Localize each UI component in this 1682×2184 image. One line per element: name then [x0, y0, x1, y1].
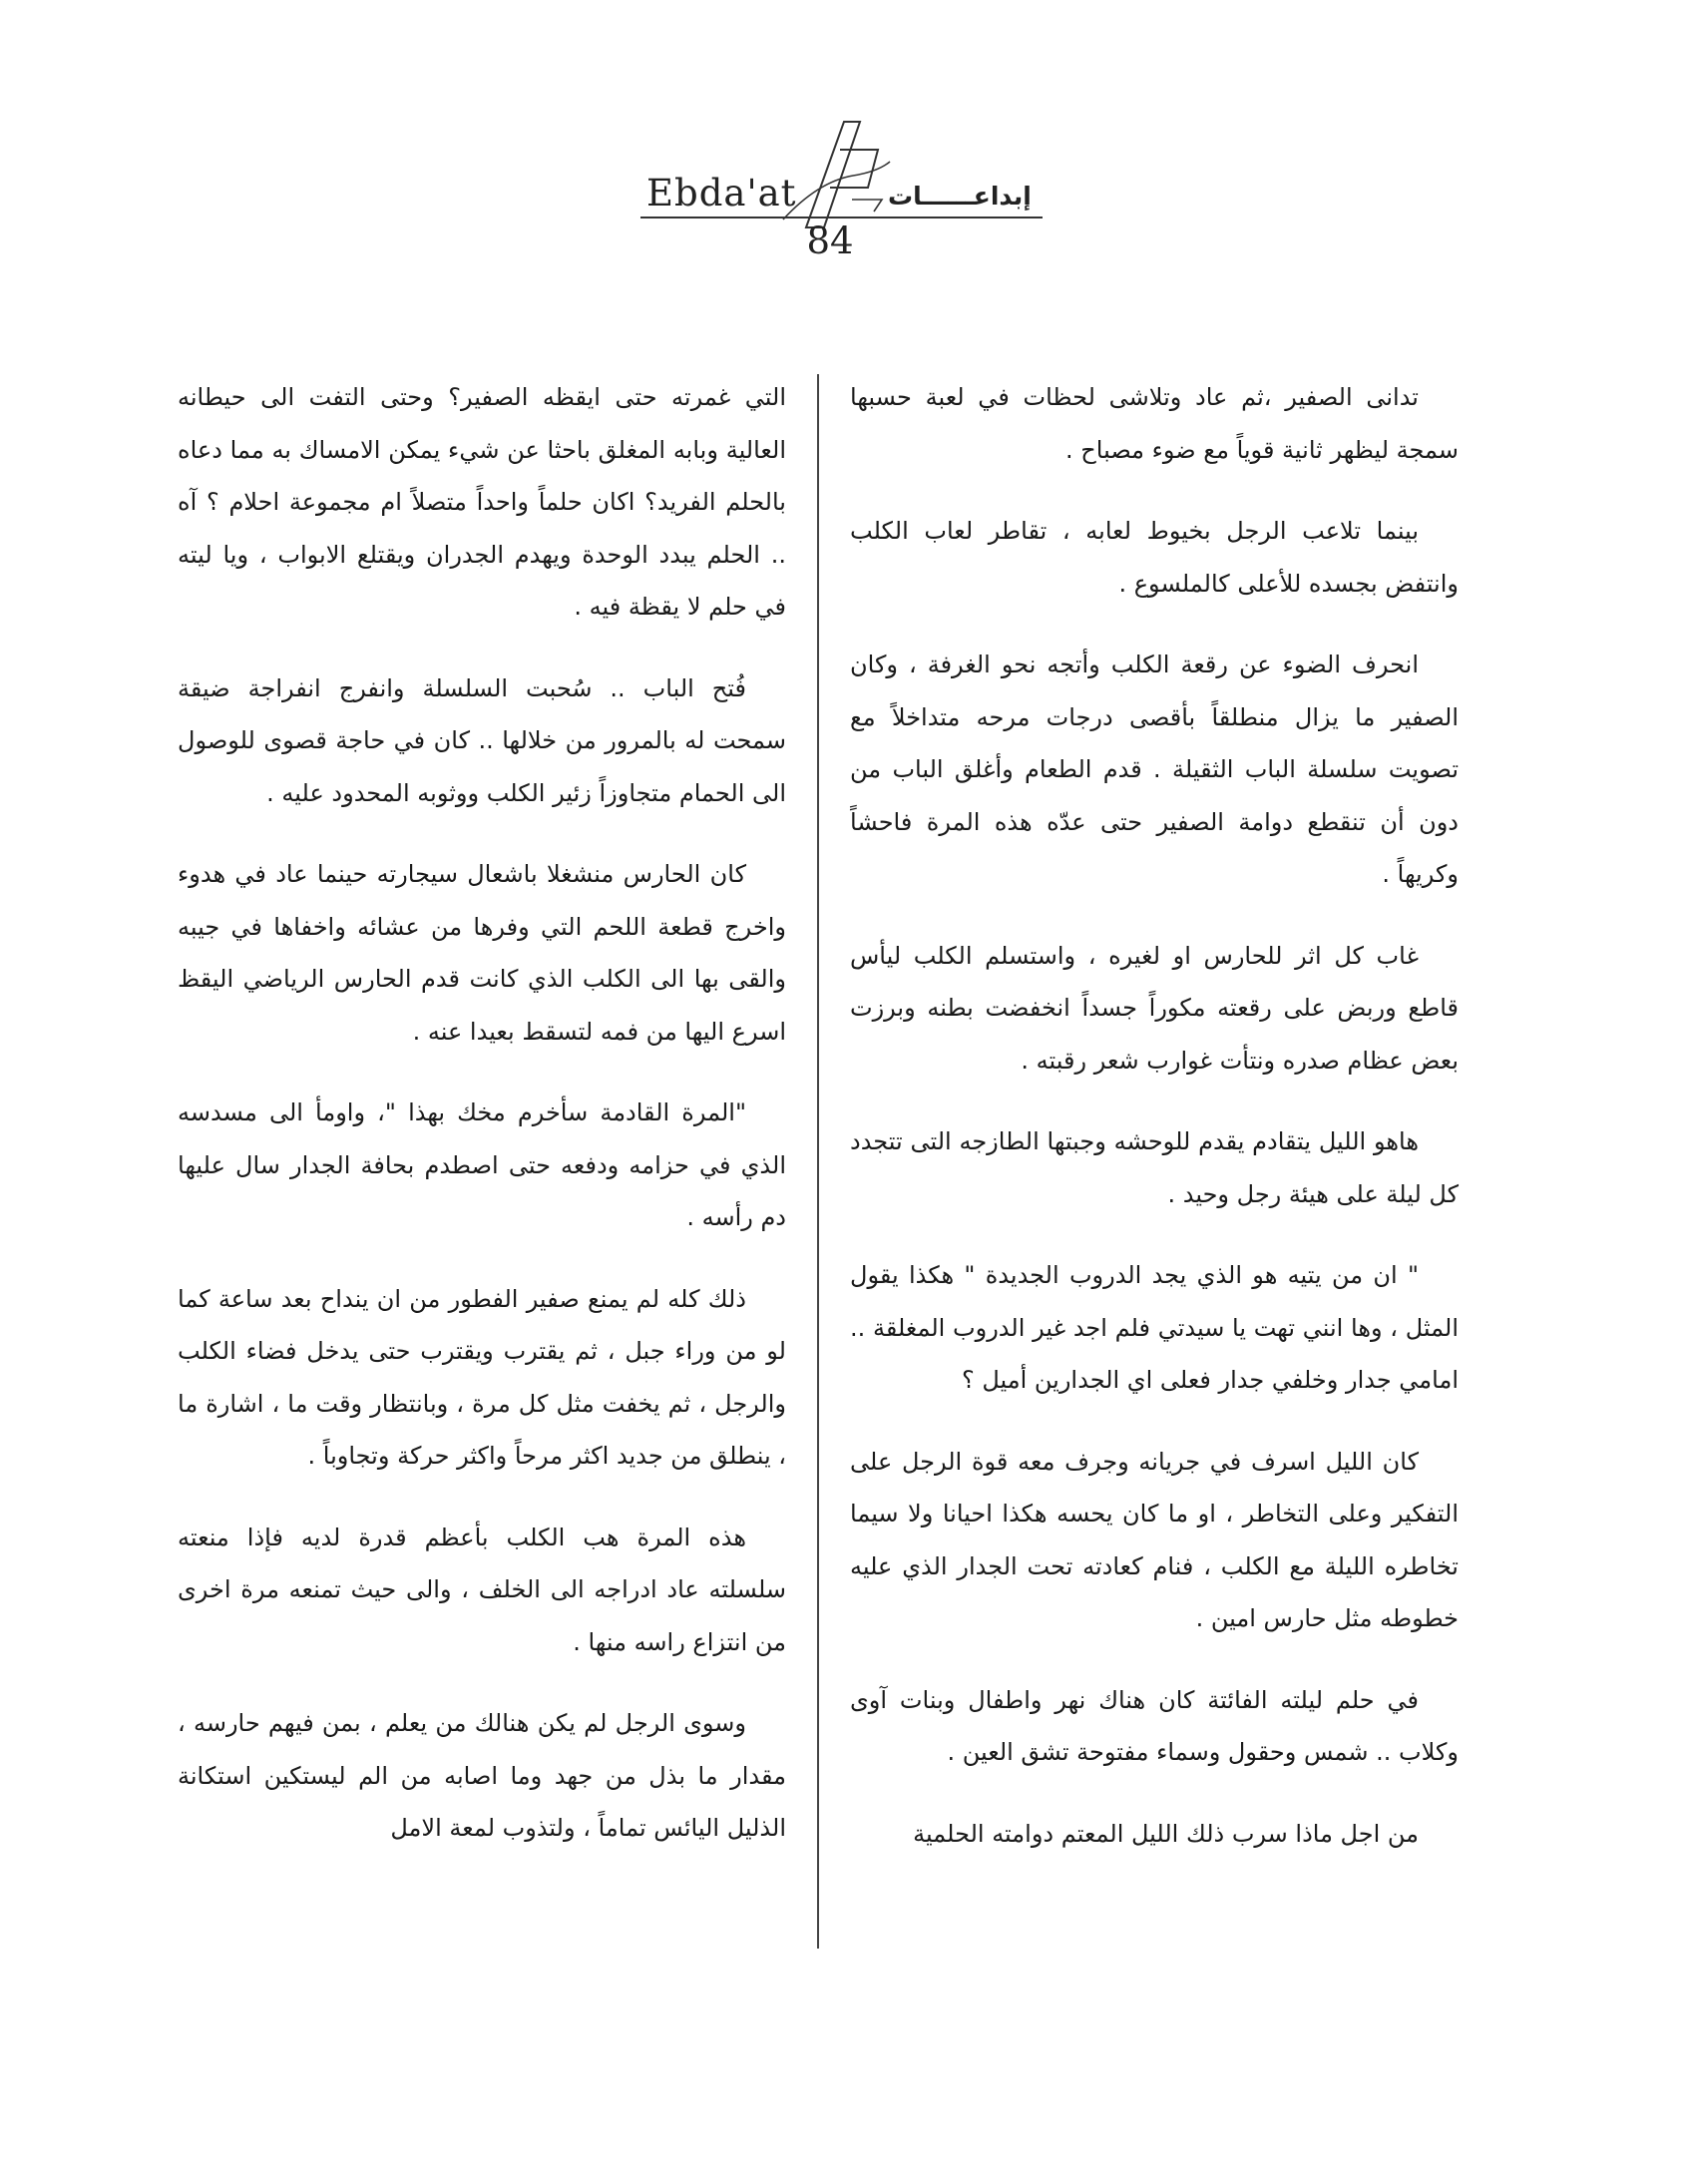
paragraph: في حلم ليلته الفائتة كان هناك نهر واطفال وبنات آوى وكلاب .. شمس وحقول وسماء مفتوحة تشق العين . [850, 1685, 1459, 1766]
column-divider [817, 374, 819, 1949]
paragraph: تدانى الصفير ،ثم عاد وتلاشى لحظات في لعبة حسبها سمجة ليظهر ثانية قوياً مع ضوء مصباح . [850, 383, 1459, 464]
text-column-right [850, 371, 1459, 1889]
magazine-title-ar: إبداعــــــات [888, 182, 1032, 211]
paragraph: التي غمرته حتى ايقظه الصفير؟ وحتى التفت الى حيطانه العالية وبابه المغلق باحثا عن شيء يمكن الامساك به مما دعاه بالحلم الفريد؟ اكان حلماً واحداً متصلاً ام مجموعة احلام ؟ آه .. الحلم يبدد الوحدة ويهدم الجدران ويقتلع الابواب ، ويا ليته في حلم لا يقظة فيه . [178, 383, 786, 621]
paragraph: من اجل ماذا سرب ذلك الليل المعتم دوامته الحلمية [913, 1819, 1419, 1848]
paragraph: هذه المرة هب الكلب بأعظم قدرة لديه فإذا منعته سلسلته عاد ادراجه الى الخلف ، والى حيث تمنعه مرة اخرى من انتزاع راسه منها . [178, 1523, 786, 1656]
paragraph: كان الليل اسرف في جريانه وجرف معه قوة الرجل على التفكير وعلى التخاطر ، او ما كان يحسه هكذا احيانا ولا سيما تخاطره الليلة مع الكلب ، فنام كعادته تحت الجدار الذي عليه خطوطه مثل حارس امين . [850, 1447, 1459, 1632]
paragraph: انحرف الضوء عن رقعة الكلب وأتجه نحو الغرفة ، وكان الصفير ما يزال منطلقاً بأقصى درجات مرحه متداخلاً مع تصويت سلسلة الباب الثقيلة . قدم الطعام وأغلق الباب من دون أن تنقطع دوامة الصفير حتى عدّه هذه المرة فاحشاً وكريهاً . [850, 651, 1459, 888]
paragraph: ذلك كله لم يمنع صفير الفطور من ان ينداح بعد ساعة كما لو من وراء جبل ، ثم يقترب ويقترب حتى يدخل فضاء الكلب والرجل ، ثم يخفت مثل كل مرة ، وبانتظار وقت ما ، اشارة ما ، ينطلق من جديد اكثر مرحاً واكثر حركة وتجاوباً . [178, 1284, 786, 1470]
header-rule [640, 217, 1043, 218]
paragraph: "المرة القادمة سأخرم مخك بهذا "، واومأ الى مسدسه الذي في حزامه ودفعه حتى اصطدم بحافة الجدار سال عليها دم رأسه . [178, 1098, 786, 1231]
page-number: 84 [806, 219, 854, 262]
paragraph: هاهو الليل يتقادم يقدم للوحشه وجبتها الطازجه التى تتجدد كل ليلة على هيئة رجل وحيد . [850, 1127, 1459, 1208]
paragraph: كان الحارس منشغلا باشعال سيجارته حينما عاد في هدوء واخرج قطعة اللحم التي وفرها من عشائه واخفاها في جيبه والقى بها الى الكلب الذي كانت قدم الحارس الرياضي اليقظ اسرع اليها من فمه لتسقط بعيدا عنه . [178, 860, 786, 1046]
magazine-title-en: Ebda'at [646, 172, 797, 215]
page-header [599, 110, 1097, 269]
paragraph: فُتح الباب .. سُحبت السلسلة وانفرج انفراجة ضيقة سمحت له بالمرور من خلالها .. كان في حاجة قصوى للوصول الى الحمام متجاوزاً زئير الكلب ووثوبه المحدود عليه . [178, 673, 786, 807]
text-column-left [178, 371, 786, 1884]
paragraph: بينما تلاعب الرجل بخيوط لعابه ، تقاطر لعاب الكلب وانتفض بجسده للأعلى كالملسوع . [850, 517, 1459, 598]
paragraph: غاب كل اثر للحارس او لغيره ، واستسلم الكلب ليأس قاطع وربض على رقعته مكوراً جسداً انخفضت بطنه وبرزت بعض عظام صدره ونتأت غوارب شعر رقبته . [850, 941, 1459, 1075]
paragraph: وسوى الرجل لم يكن هنالك من يعلم ، بمن فيهم حارسه ، مقدار ما بذل من جهد وما اصابه من الم ليستكين استكانة الذليل اليائس تماماً ، ولتذوب لمعة الامل [178, 1709, 786, 1842]
paragraph: " ان من يتيه هو الذي يجد الدروب الجديدة " هكذا يقول المثل ، وها انني تهت يا سيدتي فلم اجد غير الدروب المغلقة .. امامي جدار وخلفي جدار فعلى اي الجدارين أميل ؟ [850, 1261, 1459, 1394]
